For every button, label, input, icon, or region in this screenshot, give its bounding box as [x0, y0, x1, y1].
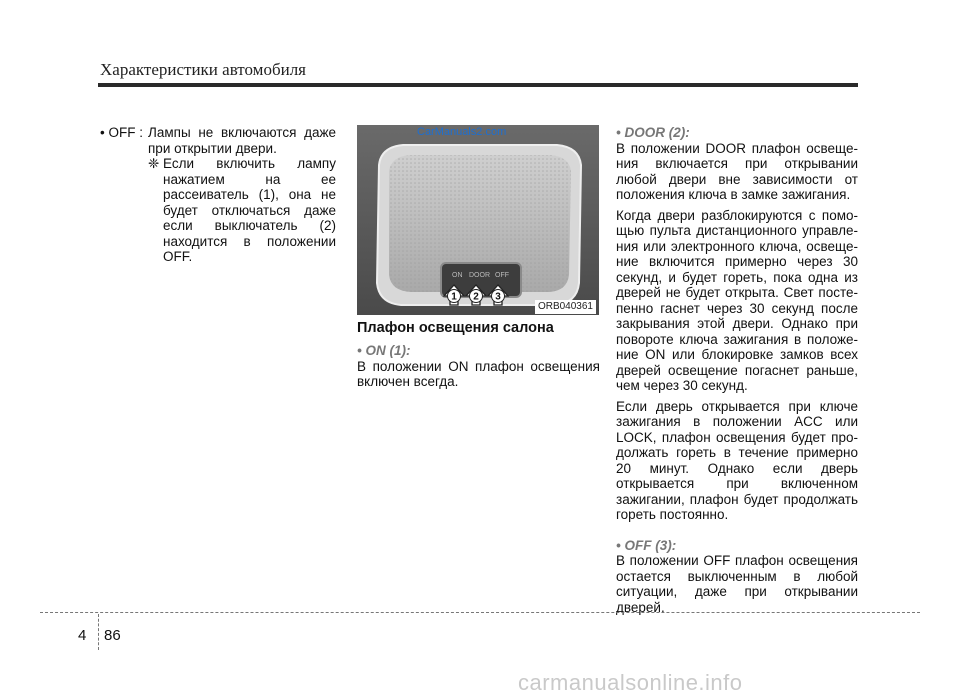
footer-section-number: 4: [78, 627, 87, 644]
footer-divider: [98, 614, 99, 650]
callout-1: 1: [451, 291, 457, 303]
door-label: • DOOR (2):: [616, 125, 690, 140]
callout-3: 3: [495, 291, 501, 303]
on-label: • ON (1):: [357, 343, 411, 358]
off-item: [100, 125, 336, 156]
column-right: [616, 125, 858, 620]
off-label: • OFF (3):: [616, 537, 677, 553]
footer-page-number: 86: [104, 627, 121, 644]
callout-badges: [448, 290, 505, 303]
switch-label-on: ON: [452, 272, 463, 279]
door-paragraph-1: В положении DOOR плафон освеще-ния включается при открывании любой двери вне зависимости от положения ключа в замке зажигания.: [616, 140, 858, 202]
site-watermark: carmanualsonline.info: [518, 670, 743, 695]
dome-lamp-figure: [357, 125, 599, 315]
switch-label-door: DOOR: [469, 272, 490, 279]
figure-code: ORB040361: [535, 300, 596, 314]
header-rule: [98, 83, 858, 87]
footer-rule: [40, 612, 920, 613]
off-note-text: Если включить лампу нажатием на ее рассеиватель (1), она не будет отключаться даже если выключатель (2) находится в положении OFF.: [163, 156, 336, 264]
dome-lamp-illustration: [357, 125, 599, 315]
section-heading: Плафон освещения салона: [357, 320, 554, 336]
callout-2: 2: [473, 291, 479, 303]
overlay-watermark-text: CarManuals2.com: [417, 126, 507, 138]
off-note: [148, 156, 336, 265]
column-left: [100, 125, 336, 265]
off-item-text: Лампы не включаются даже при открытии двери.: [148, 125, 336, 156]
door-paragraph-2: Когда двери разблокируются с помо-щью пульта дистанционного управле-ния или электронного ключа, освеще-ние включится примерно через 30 секунд, и будет гореть, пока одна из дверей не будет открыта. Свет посте-пенно гаснет через 30 секунд после закрывания этой двери. Однако при повороте ключа зажигания в положе-ние ON или блокировке замков всех дверей освещение погаснет раньше, чем через 30 секунд.: [616, 207, 858, 393]
on-text: В положении ON плафон освещения включен всегда.: [357, 358, 600, 389]
page-header-title: Характеристики автомобиля: [100, 60, 306, 79]
off-item-label: • OFF :: [100, 125, 143, 140]
column-middle: [357, 320, 600, 390]
off-text: В положении OFF плафон освещения остается выключенным в любой ситуации, даже при открывании дверей.: [616, 553, 858, 615]
door-paragraph-3: Если дверь открывается при ключе зажигания в положении ACC или LOCK, плафон освещения будет про-должать гореть в течение примерно 20 минут. Однако если дверь открывается при включенном зажигании, плафон будет продолжать гореть постоянно.: [616, 398, 858, 522]
note-symbol-icon: ❈: [148, 156, 160, 171]
switch-label-off: OFF: [495, 272, 509, 279]
